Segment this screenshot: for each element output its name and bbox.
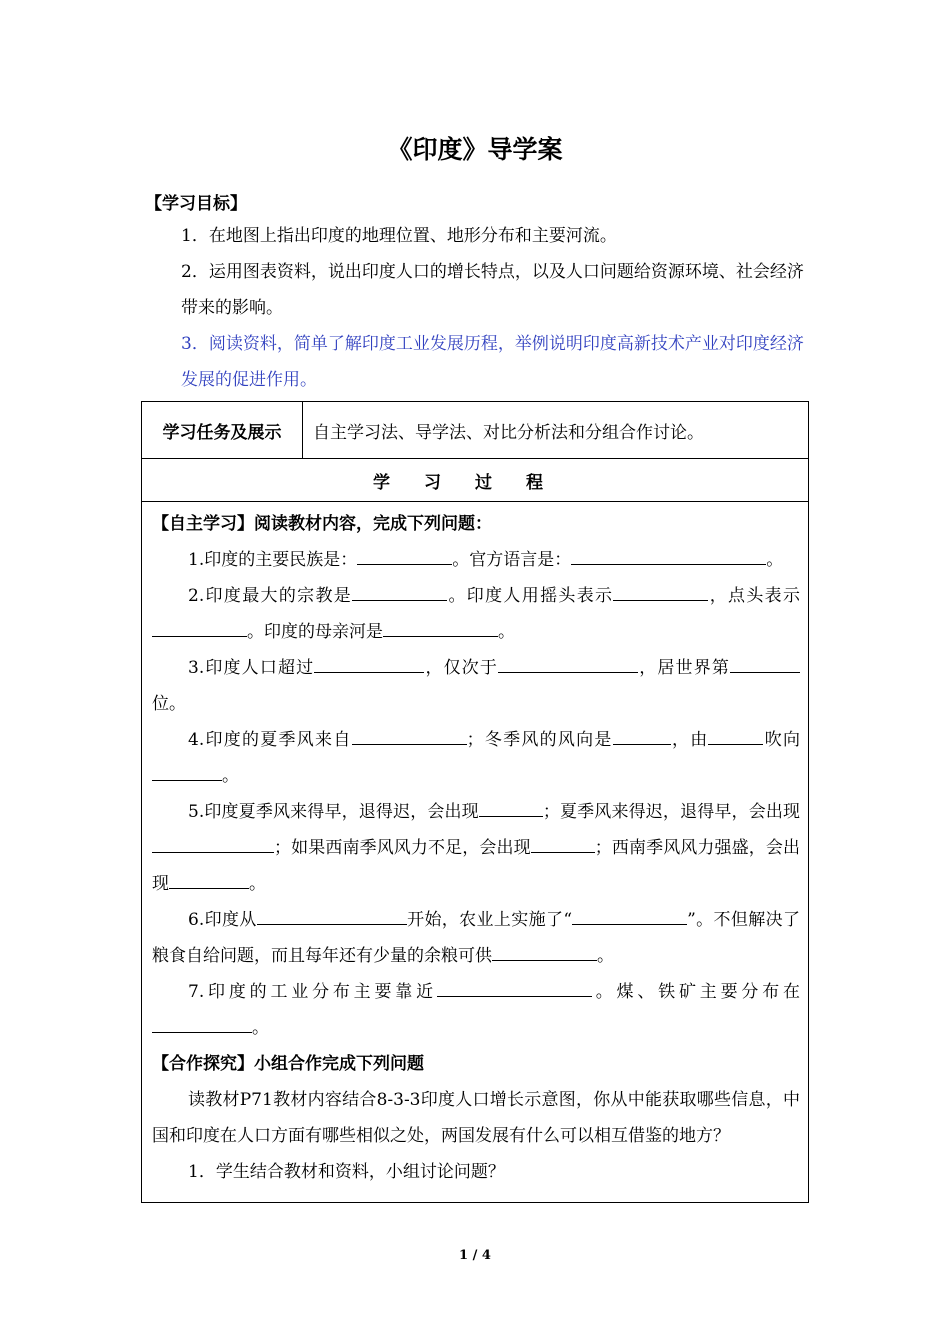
answer-blank[interactable] — [152, 1012, 252, 1033]
answer-blank[interactable] — [708, 724, 763, 745]
q2-text: 。印度人用摇头表示 — [447, 586, 614, 606]
q3-text: 位。 — [152, 694, 186, 714]
answer-blank[interactable] — [352, 580, 447, 601]
answer-blank[interactable] — [437, 976, 592, 997]
answer-blank[interactable] — [730, 652, 800, 673]
methods-text: 自主学习法、导学法、对比分析法和分组合作讨论。 — [303, 402, 809, 459]
cooperation-heading: 【合作探究】小组合作完成下列问题 — [152, 1054, 424, 1074]
q5-text: 。 — [249, 874, 266, 894]
q3-text: 3.印度人口超过 — [188, 658, 315, 678]
q4-text: 4.印度的夏季风来自 — [188, 730, 352, 750]
process-row — [142, 459, 809, 502]
cooperation-text: 读教材P71教材内容结合8-3-3印度人口增长示意图，你从中能获取哪些信息，中国和印度在人口方面有哪些相似之处，两国发展有什么可以相互借鉴的地方？ — [152, 1090, 800, 1146]
answer-blank[interactable] — [257, 904, 407, 925]
answer-blank[interactable] — [352, 724, 467, 745]
answer-blank[interactable] — [492, 940, 597, 961]
q4-text: 。 — [222, 766, 239, 786]
q2-text: 。印度的母亲河是 — [247, 622, 383, 642]
task-row — [142, 402, 809, 459]
answer-blank[interactable] — [357, 544, 452, 565]
q4-text: ，由 — [670, 730, 709, 750]
q7-text: 。煤、铁矿主要分布在 — [591, 982, 800, 1002]
q1-text: 。官方语言是： — [452, 550, 572, 570]
self-study-heading: 【自主学习】阅读教材内容，完成下列问题： — [152, 514, 492, 534]
objectives-list — [145, 218, 807, 398]
q5-text: ；如果西南季风风力不足，会出现 — [274, 838, 531, 858]
process-label: 学习过程 — [142, 459, 809, 502]
q4-text: ；冬季风的风向是 — [466, 730, 613, 750]
answer-blank[interactable] — [572, 904, 687, 925]
question-4 — [152, 722, 800, 794]
q7-text: 。 — [252, 1018, 269, 1038]
q2-text: 2.印度最大的宗教是 — [188, 586, 353, 606]
task-label: 学习任务及展示 — [142, 402, 303, 459]
q6-text: ”。不但解决了粮食自给问题，而且每年还有少量的余粮可供 — [152, 910, 800, 966]
page-title: 《印度》导学案 — [387, 135, 563, 164]
body-row — [142, 502, 809, 1203]
q6-text: 。 — [597, 946, 614, 966]
question-5 — [152, 794, 800, 902]
page-number: 1 / 4 — [459, 1248, 491, 1263]
q5-text: ；夏季风来得迟，退得早，会出现 — [542, 802, 800, 822]
answer-blank[interactable] — [152, 832, 274, 853]
question-6 — [152, 902, 800, 974]
answer-blank[interactable] — [169, 868, 249, 889]
q1-text: 。 — [766, 550, 784, 570]
q7-text: 7.印度的工业分布主要靠近 — [188, 982, 437, 1002]
answer-blank[interactable] — [571, 544, 766, 565]
answer-blank[interactable] — [383, 616, 498, 637]
answer-blank[interactable] — [498, 652, 638, 673]
q5-text: ；西南季风风力强盛，会出现 — [152, 838, 801, 894]
study-table — [141, 401, 809, 1203]
question-2 — [152, 578, 800, 650]
q6-text: 6.印度从 — [188, 910, 257, 930]
answer-blank[interactable] — [479, 796, 543, 817]
objective-item: 1．在地图上指出印度的地理位置、地形分布和主要河流。 — [181, 226, 617, 246]
q3-text: ，仅次于 — [424, 658, 499, 678]
question-1 — [152, 542, 800, 578]
answer-blank[interactable] — [152, 760, 222, 781]
study-content — [142, 502, 809, 1203]
question-3 — [152, 650, 800, 722]
question-7 — [152, 974, 800, 1046]
q6-text: 开始，农业上实施了“ — [406, 910, 573, 930]
q1-text: 1.印度的主要民族是： — [188, 550, 358, 570]
objective-item-highlight: 3．阅读资料，简单了解印度工业发展历程，举例说明印度高新技术产业对印度经济发展的促进作用。 — [181, 334, 804, 390]
q2-text: 。 — [498, 622, 515, 642]
q5-text: 5.印度夏季风来得早，退得迟，会出现 — [188, 802, 479, 822]
objective-item: 2．运用图表资料，说出印度人口的增长特点，以及人口问题给资源环境、社会经济带来的影响。 — [181, 262, 804, 318]
q3-text: ，居世界第 — [638, 658, 730, 678]
q2-text: ，点头表示 — [708, 586, 801, 606]
q4-text: 吹向 — [763, 730, 801, 750]
answer-blank[interactable] — [613, 724, 671, 745]
answer-blank[interactable] — [314, 652, 424, 673]
answer-blank[interactable] — [152, 616, 247, 637]
objectives-heading: 【学习目标】 — [145, 194, 247, 214]
cooperation-item: 1．学生结合教材和资料，小组讨论问题？ — [188, 1162, 505, 1182]
answer-blank[interactable] — [613, 580, 708, 601]
answer-blank[interactable] — [531, 832, 595, 853]
